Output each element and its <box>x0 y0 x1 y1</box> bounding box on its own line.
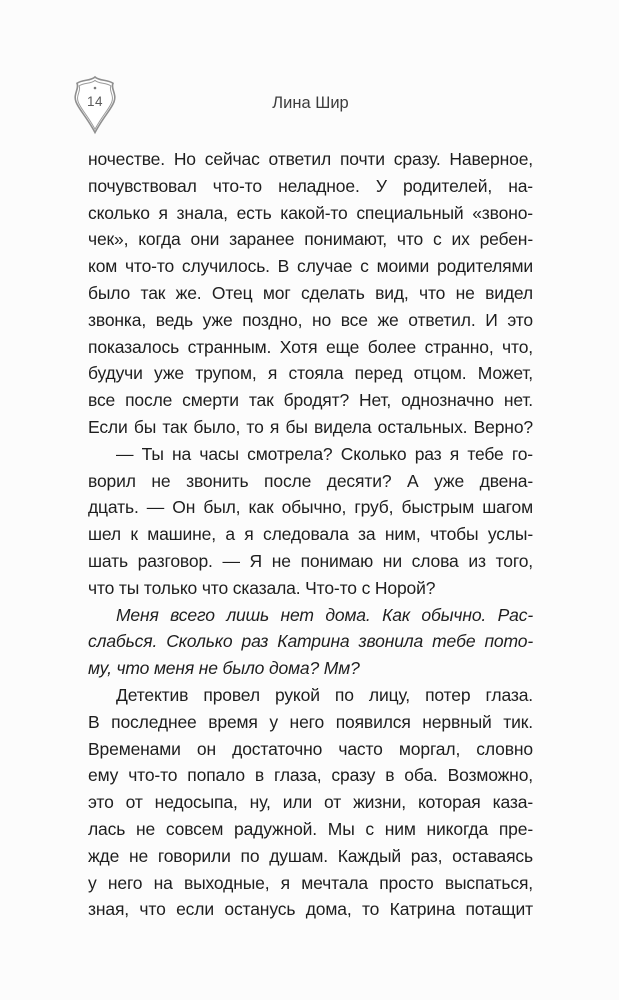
page-number: 14 <box>86 94 104 109</box>
text-line: ему что-то попало в глаза, сразу в оба. Возможно, <box>88 765 533 786</box>
text-line: это от недосыпа, ну, или от жизни, которая каза- <box>88 792 533 813</box>
text-line: — Ты на часы смотрела? Сколько раз я тебе го- <box>116 443 533 464</box>
text-line: жде не говорили по душам. Каждый раз, оставаясь <box>88 845 533 866</box>
text-line: шать разговор. — Я не понимаю ни слова из того, <box>88 550 533 571</box>
text-line: Меня всего лишь нет дома. Как обычно. Рас- <box>116 604 533 625</box>
text-line: показалось странным. Хотя еще более странно, что, <box>88 336 533 357</box>
text-line: зная, что если останусь дома, то Катрина потащит <box>88 899 533 920</box>
text-line: было так же. Отец мог сделать вид, что не видел <box>88 282 533 303</box>
text-line: звонка, ведь уже поздно, но все же ответил. И это <box>88 309 533 330</box>
text-line: что ты только что сказала. Что-то с Норой? <box>88 577 436 598</box>
text-line: В последнее время у него появился нервный тик. <box>88 711 533 732</box>
text-line: у него на выходные, я мечтала просто выспаться, <box>88 872 533 893</box>
text-line: чек», когда они заранее понимают, что с их ребен- <box>88 229 533 250</box>
text-line: сколько я знала, есть какой-то специальный «звоно- <box>88 202 533 223</box>
text-line: ночестве. Но сейчас ответил почти сразу. Наверное, <box>88 149 533 169</box>
text-line: дцать. — Он был, как обычно, груб, быстрым шагом <box>88 497 533 518</box>
text-line: шел к машине, а я следовала за ним, чтобы услы- <box>88 524 533 545</box>
text-line: почувствовал что-то неладное. У родителей, на- <box>88 175 533 196</box>
text-line: слабься. Сколько раз Катрина звонила тебе пото- <box>88 631 533 652</box>
text-line: лась не совсем радужной. Мы с ним никогда пре- <box>88 818 533 839</box>
text-line: Временами он достаточно часто моргал, словно <box>88 738 533 759</box>
text-line: ком что-то случилось. В случае с моими родителями <box>88 256 533 277</box>
body-text <box>88 146 533 923</box>
running-header-author: Лина Шир <box>272 94 349 112</box>
text-line: все после смерти так бродят? Нет, однозначно нет. <box>88 390 533 411</box>
text-line: Если бы так было, то я бы видела остальных. Верно? <box>88 416 533 437</box>
text-line: му, что меня не было дома? Мм? <box>88 658 360 679</box>
text-line: Детектив провел рукой по лицу, потер глаза. <box>116 684 533 705</box>
text-line: ворил не звонить после десяти? А уже двена- <box>88 470 533 491</box>
text-line: будучи уже трупом, я стояла перед отцом. Может, <box>88 363 533 384</box>
